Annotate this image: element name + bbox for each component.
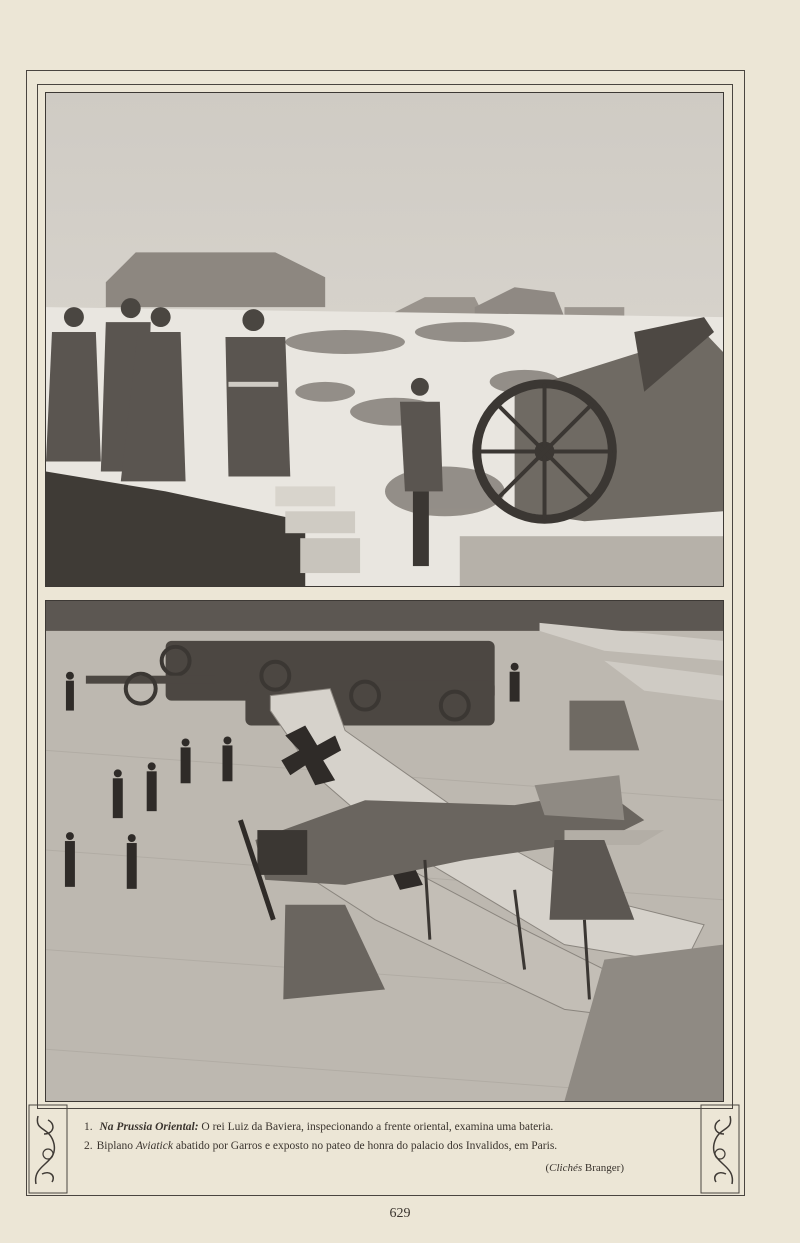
photo-battery-drawing [46, 93, 723, 586]
credit-open: ( [545, 1162, 550, 1174]
left-scroll-ornament-icon [28, 1104, 68, 1194]
photo-aviatik-biplane [45, 600, 724, 1102]
photo-credit [545, 1162, 624, 1174]
photo-king-inspecting-battery [45, 92, 724, 587]
caption-2-italic-word: Aviatick [135, 1140, 173, 1152]
caption-1-text: O rei Luiz da Baviera, inspecionando a frente oriental, examina uma bateria. [201, 1121, 554, 1133]
caption-line-1 [84, 1121, 553, 1133]
page-number: 629 [389, 1206, 411, 1221]
caption-2-number: 2. [84, 1140, 93, 1152]
caption-block [70, 1108, 694, 1188]
credit-italic: Clichés [549, 1162, 583, 1174]
photo-biplane-drawing [46, 601, 723, 1101]
caption-line-2 [84, 1140, 557, 1152]
caption-1-lead: Na Prussia Oriental: [99, 1121, 199, 1133]
credit-rest: Branger) [582, 1162, 624, 1174]
caption-1-number: 1. [84, 1121, 93, 1133]
right-scroll-ornament-icon [700, 1104, 740, 1194]
caption-2-text-before: Biplano [96, 1140, 136, 1152]
caption-2-text-after: abatido por Garros e exposto no pateo de honra do palacio dos Invalidos, em Paris. [172, 1140, 558, 1152]
